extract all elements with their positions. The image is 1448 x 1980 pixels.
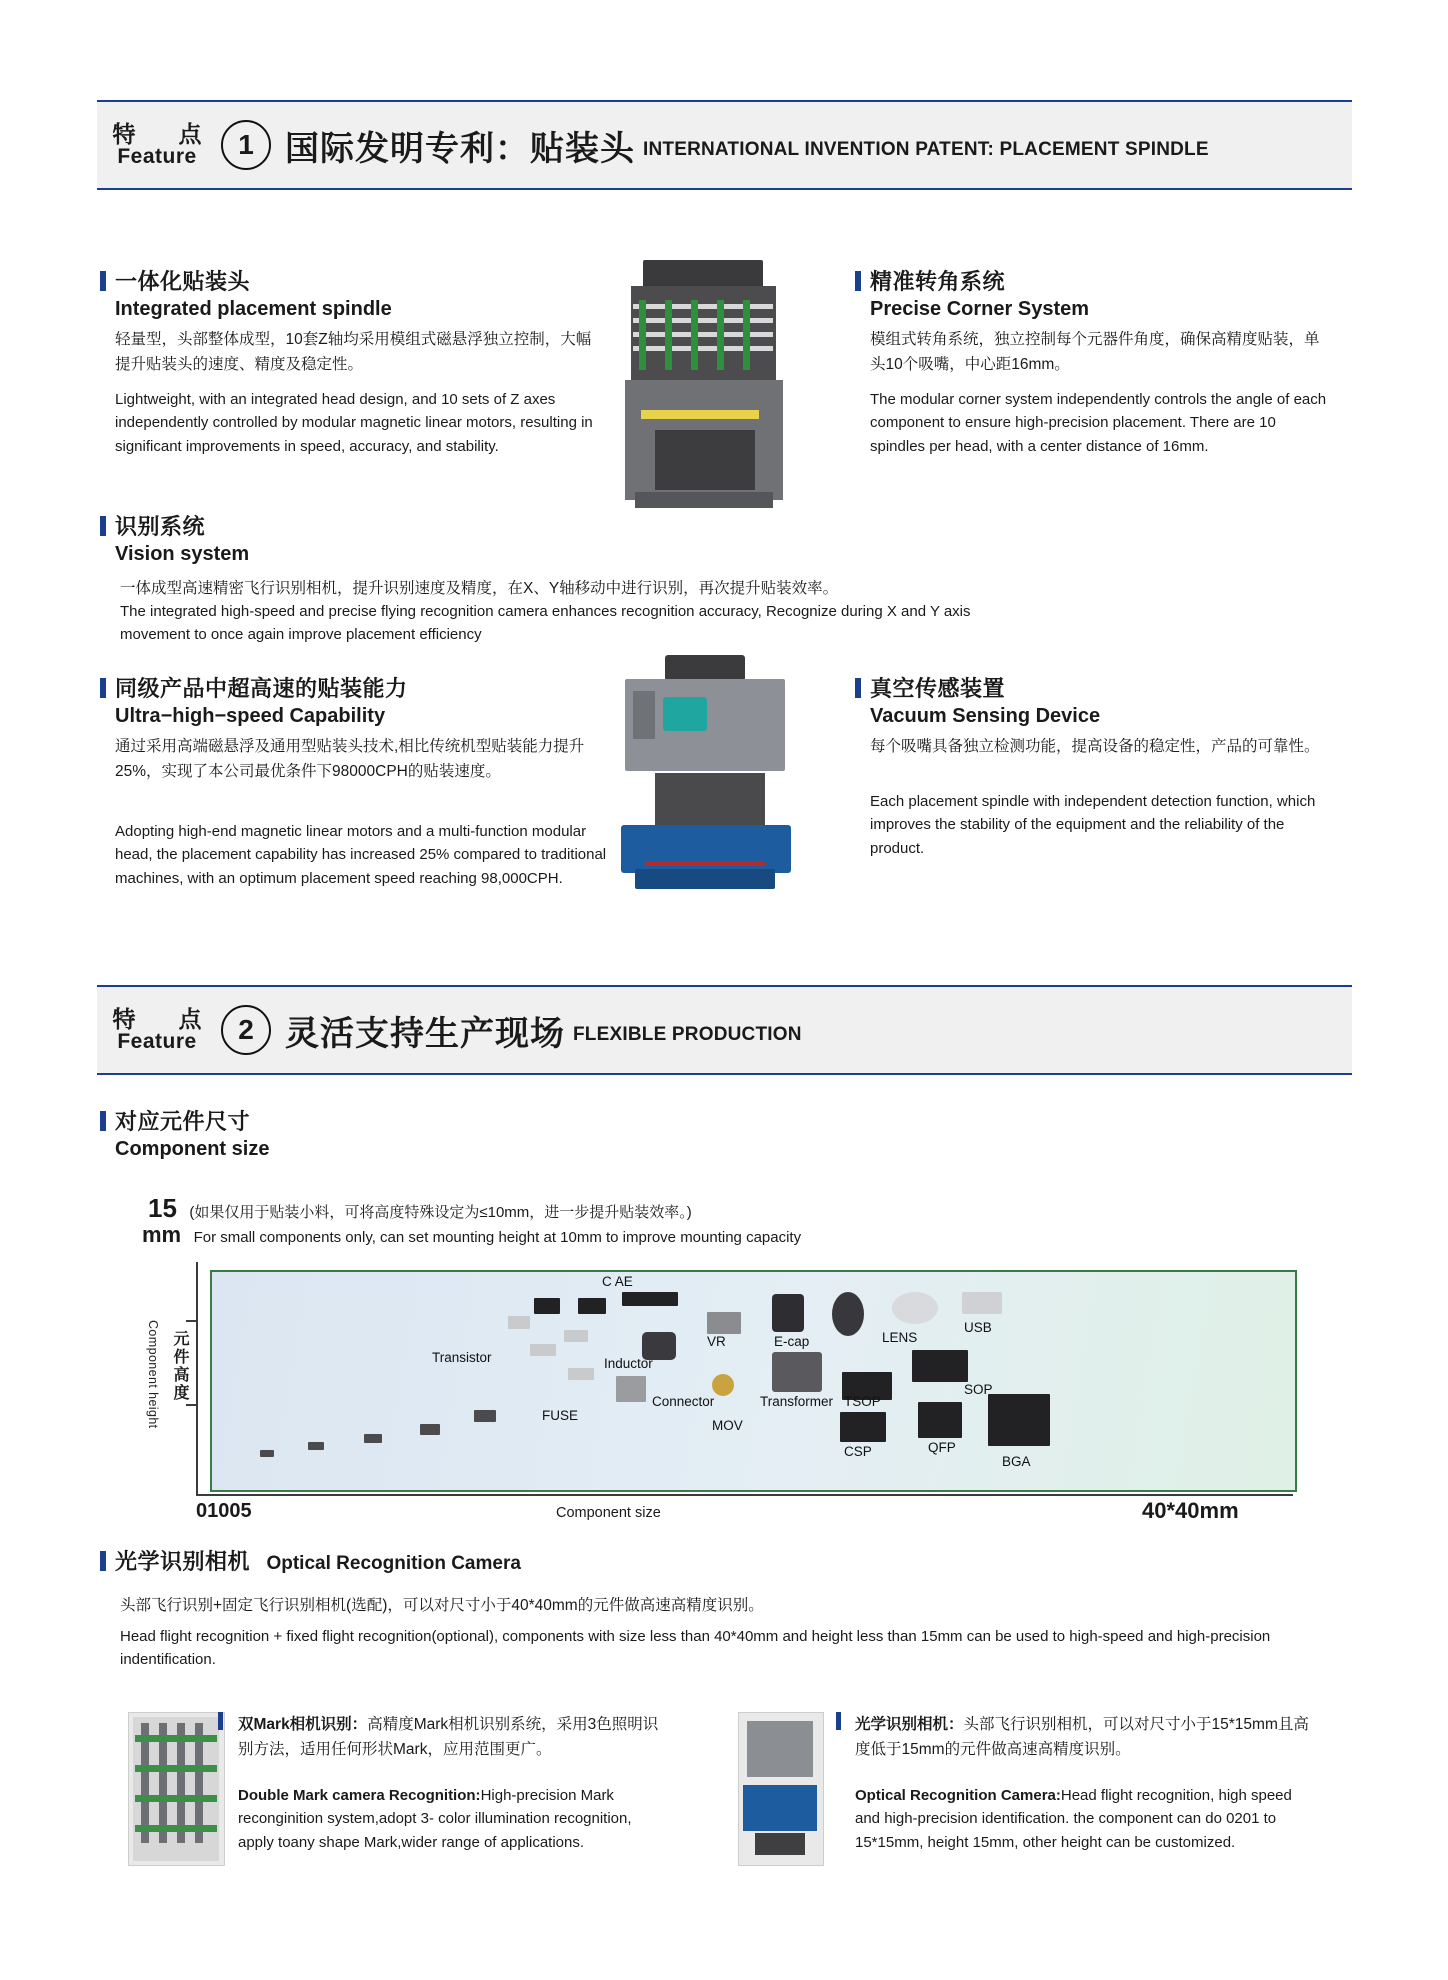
feature-2-number: 2 [221, 1005, 271, 1055]
vision-system-title-cn: 识别系统 [115, 514, 206, 539]
corner-system-title-cn: 精准转角系统 [870, 269, 1006, 294]
card-2-text-cn [855, 1712, 1315, 1762]
component-size-title-cn: 对应元件尺寸 [115, 1109, 251, 1134]
chart-x-min-label: 01005 [196, 1500, 252, 1522]
optical-camera-heading [100, 1545, 740, 1576]
card-1-title-en: Double Mark camera Recognition: [238, 1787, 481, 1805]
chart-ylabel-en: Component height [146, 1320, 160, 1429]
accent-bar-icon [100, 1551, 106, 1571]
height-note [148, 1193, 692, 1224]
height-note-en: For small components only, can set mounting height at 10mm to improve mounting capacity [193, 1229, 802, 1246]
vision-system-body-en: The integrated high-speed and precise flying recognition camera enhances recognition accuracy, Recognize during X and Y axis movement to once again improve placement efficiency [120, 603, 971, 644]
feature-2-title-en: FLEXIBLE PRODUCTION [573, 1024, 802, 1045]
integrated-head-body-en: Lightweight, with an integrated head design, and 10 sets of Z axes independently controlled by modular magnetic linear motors, resulting in significant improvements in speed, accuracy, and stability. [115, 391, 593, 455]
integrated-head-title-cn: 一体化贴装头 [115, 269, 251, 294]
accent-bar-icon [100, 678, 106, 698]
chart-xlabel: Component size [556, 1505, 661, 1521]
optical-camera-image [738, 1712, 824, 1866]
accent-bar-icon [100, 271, 106, 291]
chart-ylabel-cn: 元件高度 [171, 1330, 188, 1402]
accent-bar-icon [100, 1111, 106, 1131]
corner-system-title-en: Precise Corner System [870, 298, 1090, 320]
card-1-body-cn: 高精度Mark相机识别系统，采用3色照明识别方法，适用任何形状Mark，应用范围更广。 [238, 1716, 659, 1759]
accent-bar-icon [855, 271, 861, 291]
feature-1-label-en: Feature [117, 145, 197, 169]
card-2-body-cn: 头部飞行识别相机，可以对尺寸小于15*15mm且高度低于15mm的元件做高速高精度识别。 [855, 1716, 1309, 1759]
placement-spindle-image [625, 260, 785, 510]
chart-x-axis [196, 1494, 1293, 1496]
feature-2-label-en: Feature [117, 1030, 197, 1054]
feature-1-title-en: INTERNATIONAL INVENTION PATENT: PLACEMENT SPINDLE [643, 139, 1209, 160]
card-1-body-en: High-precision Mark reconginition system,adopt 3- color illumination recognition, apply toany shape Mark,wider range of applications. [238, 1787, 632, 1851]
vision-system-heading [100, 510, 580, 566]
feature-2-label-cn: 特 点 [112, 1005, 212, 1032]
high-speed-body-en: Adopting high-end magnetic linear motors and a multi-function modular head, the placement capability has increased 25% compared to traditional machines, with an optimum placement speed reaching 98,000CPH. [115, 823, 607, 887]
feature-1-title-cn: 国际发明专利：贴装头 [285, 129, 635, 168]
integrated-head-heading [100, 265, 580, 321]
optical-camera-title-en: Optical Recognition Camera [266, 1553, 521, 1574]
card-1-text-en [238, 1784, 668, 1854]
height-value: 15 [148, 1193, 177, 1223]
vacuum-body-cn: 每个吸嘴具备独立检测功能，提高设备的稳定性，产品的可靠性。 [870, 738, 1320, 755]
feature-1-label-cn: 特 点 [112, 120, 212, 147]
card-2-body-en: Head flight recognition, high speed and high-precision identification. the component can do 0201 to 15*15mm, height 15mm, other height can be customized. [855, 1787, 1292, 1851]
feature-2-title-cn: 灵活支持生产现场 [285, 1014, 565, 1053]
placement-machine-image [615, 655, 800, 900]
chart-x-max-label: 40*40mm [1142, 1498, 1239, 1523]
feature-1-banner [97, 100, 1352, 190]
card-2-text-en [855, 1784, 1315, 1854]
card-1-text-cn [238, 1712, 668, 1762]
integrated-head-title-en: Integrated placement spindle [115, 298, 392, 320]
feature-1-number: 1 [221, 120, 271, 170]
high-speed-title-en: Ultra−high−speed Capability [115, 705, 386, 727]
feature-2-label [97, 1007, 217, 1053]
feature-2-banner [97, 985, 1352, 1075]
card-1-accent-bar-icon [218, 1712, 223, 1730]
card-2-title-cn: 光学识别相机： [855, 1716, 964, 1733]
vision-system-title-en: Vision system [115, 543, 250, 565]
component-size-heading [100, 1105, 500, 1161]
chart-y-tick [186, 1320, 198, 1322]
optical-camera-body-cn: 头部飞行识别+固定飞行识别相机(选配)，可以对尺寸小于40*40mm的元件做高速高精度识别。 [120, 1597, 764, 1614]
component-size-chart: Transistor C AE VR E-cap LENS USB Inductor Connector FUSE MOV Transformer TSOP SOP CSP QFP BGA [210, 1270, 1297, 1492]
card-1-title-cn: 双Mark相机识别： [238, 1716, 368, 1733]
vacuum-title-en: Vacuum Sensing Device [870, 705, 1101, 727]
feature-1-label [97, 122, 217, 168]
vacuum-heading [855, 672, 1325, 728]
corner-system-heading [855, 265, 1325, 321]
card-2 [855, 1712, 1315, 1854]
accent-bar-icon [855, 678, 861, 698]
card-1 [238, 1712, 668, 1854]
height-note-2 [142, 1222, 801, 1248]
high-speed-body-cn: 通过采用高端磁悬浮及通用型贴装头技术,相比传统机型贴装能力提升25%，实现了本公司最优条件下98000CPH的贴装速度。 [115, 738, 585, 781]
chart-y-axis [196, 1262, 198, 1496]
card-2-title-en: Optical Recognition Camera: [855, 1787, 1061, 1805]
chart-y-tick [186, 1404, 198, 1406]
high-speed-title-cn: 同级产品中超高速的贴装能力 [115, 676, 408, 701]
vision-system-body-cn: 一体成型高速精密飞行识别相机，提升识别速度及精度，在X、Y轴移动中进行识别，再次提升贴装效率。 [120, 580, 839, 597]
vacuum-body-en: Each placement spindle with independent detection function, which improves the stability of the equipment and the reliability of the product. [870, 793, 1316, 857]
vacuum-title-cn: 真空传感装置 [870, 676, 1006, 701]
high-speed-heading [100, 672, 620, 728]
optical-camera-title-cn: 光学识别相机 [115, 1549, 251, 1574]
optical-camera-body-en: Head flight recognition + fixed flight recognition(optional), components with size less than 40*40mm and height less than 15mm can be used to high-speed and high-precision indentification. [120, 1628, 1271, 1669]
height-note-cn: (如果仅用于贴装小料，可将高度特殊设定为≤10mm，进一步提升贴装效率。) [189, 1204, 692, 1221]
height-unit: mm [142, 1222, 182, 1247]
integrated-head-body-cn: 轻量型，头部整体成型，10套Z轴均采用模组式磁悬浮独立控制，大幅提升贴装头的速度、精度及稳定性。 [115, 331, 592, 374]
card-2-accent-bar-icon [836, 1712, 841, 1730]
corner-system-body-cn: 模组式转角系统，独立控制每个元器件角度，确保高精度贴装，单头10个吸嘴，中心距16mm。 [870, 331, 1320, 374]
component-size-title-en: Component size [115, 1138, 270, 1160]
corner-system-body-en: The modular corner system independently controls the angle of each component to ensure high-precision placement. There are 10 spindles per head, with a center distance of 16mm. [870, 391, 1327, 455]
mark-camera-image [128, 1712, 225, 1866]
accent-bar-icon [100, 516, 106, 536]
